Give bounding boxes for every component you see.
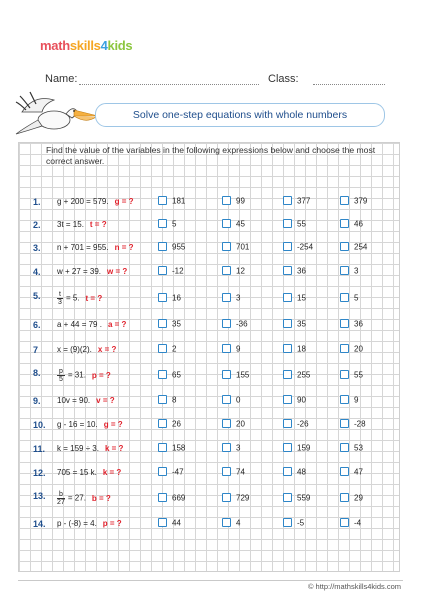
equation-text: = 5. bbox=[65, 293, 80, 303]
question-equation bbox=[57, 220, 107, 229]
question-equation bbox=[57, 197, 134, 206]
answer-value: 254 bbox=[354, 242, 368, 252]
question-row bbox=[0, 467, 421, 481]
answer-value: 44 bbox=[172, 518, 181, 528]
unknown-prompt: b = ? bbox=[91, 493, 111, 503]
answer-option[interactable] bbox=[222, 196, 245, 205]
checkbox-icon[interactable] bbox=[283, 344, 292, 353]
answer-option[interactable] bbox=[283, 319, 306, 328]
question-row bbox=[0, 419, 421, 433]
instructions: Find the value of the variables in the following expressions below and choose the most correct answer. bbox=[46, 145, 376, 166]
answer-value: 559 bbox=[297, 493, 311, 503]
checkbox-icon[interactable] bbox=[340, 467, 349, 476]
answer-value: 729 bbox=[236, 493, 250, 503]
checkbox-icon[interactable] bbox=[340, 319, 349, 328]
answer-option[interactable] bbox=[340, 518, 361, 527]
name-label: Name: bbox=[45, 73, 78, 85]
answer-option[interactable] bbox=[222, 319, 248, 328]
equation-text: g + 200 = 579. bbox=[57, 197, 109, 206]
checkbox-icon[interactable] bbox=[222, 395, 231, 404]
question-number: 14. bbox=[33, 519, 46, 529]
footer-copyright: © http://mathskills4kids.com bbox=[307, 582, 401, 591]
answer-option[interactable] bbox=[283, 493, 310, 502]
checkbox-icon[interactable] bbox=[283, 493, 292, 502]
answer-option[interactable] bbox=[340, 419, 366, 428]
answer-option[interactable] bbox=[158, 493, 185, 502]
answer-option[interactable] bbox=[340, 319, 363, 328]
checkbox-icon[interactable] bbox=[283, 370, 292, 379]
unknown-prompt: p = ? bbox=[102, 519, 122, 528]
unknown-prompt: n = ? bbox=[114, 243, 134, 252]
answer-option[interactable] bbox=[340, 443, 363, 452]
question-row bbox=[0, 367, 421, 381]
question-equation bbox=[57, 420, 123, 429]
answer-option[interactable] bbox=[158, 319, 181, 328]
question-number: 13. bbox=[33, 491, 46, 501]
checkbox-icon[interactable] bbox=[158, 395, 167, 404]
answer-value: 379 bbox=[354, 196, 368, 206]
checkbox-icon[interactable] bbox=[340, 344, 349, 353]
question-equation bbox=[57, 345, 116, 354]
checkbox-icon[interactable] bbox=[158, 419, 167, 428]
answer-value: -254 bbox=[297, 242, 314, 252]
checkbox-icon[interactable] bbox=[222, 266, 231, 275]
answer-option[interactable] bbox=[222, 518, 240, 527]
equation-text: n + 701 = 955. bbox=[57, 243, 109, 252]
question-row bbox=[0, 242, 421, 256]
question-equation bbox=[57, 468, 121, 477]
answer-value: 8 bbox=[172, 395, 177, 405]
fraction-numerator: p bbox=[59, 368, 63, 375]
answer-option[interactable] bbox=[222, 266, 245, 275]
question-number: 5. bbox=[33, 291, 41, 301]
answer-value: 3 bbox=[236, 443, 241, 453]
answer-option[interactable] bbox=[283, 443, 310, 452]
answer-option[interactable] bbox=[283, 467, 306, 476]
question-equation bbox=[57, 491, 111, 506]
checkbox-icon[interactable] bbox=[283, 395, 292, 404]
equation-text: a + 44 = 79 . bbox=[57, 320, 102, 329]
answer-option[interactable] bbox=[222, 395, 240, 404]
answer-option[interactable] bbox=[158, 419, 181, 428]
answer-value: 45 bbox=[236, 219, 245, 229]
checkbox-icon[interactable] bbox=[158, 443, 167, 452]
unknown-prompt: t = ? bbox=[89, 220, 107, 229]
checkbox-icon[interactable] bbox=[222, 196, 231, 205]
unknown-prompt: w = ? bbox=[107, 267, 128, 276]
fraction-denominator: 3 bbox=[58, 299, 62, 306]
fraction bbox=[57, 491, 65, 506]
answer-value: 18 bbox=[297, 344, 306, 354]
answer-value: 74 bbox=[236, 467, 245, 477]
checkbox-icon[interactable] bbox=[283, 443, 292, 452]
question-row bbox=[0, 344, 421, 358]
checkbox-icon[interactable] bbox=[340, 242, 349, 251]
answer-option[interactable] bbox=[283, 293, 306, 302]
answer-option[interactable] bbox=[158, 370, 181, 379]
checkbox-icon[interactable] bbox=[158, 370, 167, 379]
checkbox-icon[interactable] bbox=[340, 370, 349, 379]
question-row bbox=[0, 266, 421, 280]
question-row bbox=[0, 518, 421, 532]
checkbox-icon[interactable] bbox=[222, 419, 231, 428]
question-equation bbox=[57, 444, 123, 453]
answer-value: 4 bbox=[236, 518, 241, 528]
question-row bbox=[0, 395, 421, 409]
answer-option[interactable] bbox=[158, 467, 184, 476]
answer-value: 16 bbox=[172, 293, 181, 303]
answer-option[interactable] bbox=[340, 266, 358, 275]
checkbox-icon[interactable] bbox=[158, 293, 167, 302]
checkbox-icon[interactable] bbox=[222, 242, 231, 251]
answer-value: 2 bbox=[172, 344, 177, 354]
question-number: 10. bbox=[33, 420, 46, 430]
answer-option[interactable] bbox=[222, 493, 249, 502]
answer-value: 47 bbox=[354, 467, 363, 477]
answer-value: -47 bbox=[172, 467, 184, 477]
answer-value: 29 bbox=[354, 493, 363, 503]
checkbox-icon[interactable] bbox=[340, 219, 349, 228]
answer-value: 15 bbox=[297, 293, 306, 303]
answer-value: -36 bbox=[236, 319, 248, 329]
checkbox-icon[interactable] bbox=[340, 266, 349, 275]
checkbox-icon[interactable] bbox=[158, 242, 167, 251]
answer-option[interactable] bbox=[283, 344, 306, 353]
question-number: 3. bbox=[33, 243, 41, 253]
checkbox-icon[interactable] bbox=[222, 443, 231, 452]
unknown-prompt: a = ? bbox=[107, 320, 127, 329]
equation-text: p - (-8) = 4. bbox=[57, 519, 97, 528]
answer-option[interactable] bbox=[158, 266, 184, 275]
unknown-prompt: t = ? bbox=[85, 293, 103, 303]
question-row bbox=[0, 443, 421, 457]
question-number: 6. bbox=[33, 320, 41, 330]
answer-option[interactable] bbox=[158, 196, 185, 205]
checkbox-icon[interactable] bbox=[158, 344, 167, 353]
question-equation bbox=[57, 368, 111, 383]
answer-value: 20 bbox=[236, 419, 245, 429]
checkbox-icon[interactable] bbox=[158, 518, 167, 527]
answer-value: -26 bbox=[297, 419, 309, 429]
answer-value: -28 bbox=[354, 419, 366, 429]
fraction bbox=[57, 368, 65, 383]
answer-value: -12 bbox=[172, 266, 184, 276]
fraction-denominator: 5 bbox=[59, 376, 63, 383]
equation-text: g - 16 = 10. bbox=[57, 420, 98, 429]
answer-option[interactable] bbox=[222, 419, 245, 428]
checkbox-icon[interactable] bbox=[222, 518, 231, 527]
answer-option[interactable] bbox=[283, 219, 306, 228]
question-number: 9. bbox=[33, 396, 41, 406]
checkbox-icon[interactable] bbox=[222, 219, 231, 228]
checkbox-icon[interactable] bbox=[158, 467, 167, 476]
checkbox-icon[interactable] bbox=[222, 467, 231, 476]
question-row bbox=[0, 290, 421, 304]
checkbox-icon[interactable] bbox=[283, 467, 292, 476]
answer-option[interactable] bbox=[222, 242, 249, 251]
checkbox-icon[interactable] bbox=[222, 370, 231, 379]
checkbox-icon[interactable] bbox=[340, 293, 349, 302]
answer-option[interactable] bbox=[222, 467, 245, 476]
equation-text: = 27. bbox=[67, 493, 86, 503]
answer-value: 26 bbox=[172, 419, 181, 429]
answer-value: 255 bbox=[297, 370, 311, 380]
answer-option[interactable] bbox=[340, 467, 363, 476]
question-equation bbox=[57, 320, 126, 329]
checkbox-icon[interactable] bbox=[340, 196, 349, 205]
fraction-numerator: b bbox=[59, 491, 63, 498]
checkbox-icon[interactable] bbox=[340, 419, 349, 428]
answer-option[interactable] bbox=[283, 266, 306, 275]
answer-option[interactable] bbox=[222, 219, 245, 228]
answer-option[interactable] bbox=[158, 242, 185, 251]
equation-text: 705 = 15 k. bbox=[57, 468, 97, 477]
answer-value: 36 bbox=[354, 319, 363, 329]
fraction-denominator: 27 bbox=[57, 499, 65, 506]
unknown-prompt: k = ? bbox=[104, 444, 124, 453]
checkbox-icon[interactable] bbox=[283, 419, 292, 428]
name-field[interactable] bbox=[79, 83, 259, 85]
answer-value: 35 bbox=[297, 319, 306, 329]
answer-option[interactable] bbox=[340, 219, 363, 228]
checkbox-icon[interactable] bbox=[340, 443, 349, 452]
checkbox-icon[interactable] bbox=[158, 493, 167, 502]
answer-value: 181 bbox=[172, 196, 186, 206]
answer-value: 5 bbox=[354, 293, 359, 303]
checkbox-icon[interactable] bbox=[283, 242, 292, 251]
answer-option[interactable] bbox=[222, 443, 240, 452]
question-number: 11. bbox=[33, 444, 46, 454]
equation-text: k = 159 ÷ 3. bbox=[57, 444, 99, 453]
answer-value: 9 bbox=[354, 395, 359, 405]
logo: mathskills4kids bbox=[40, 38, 133, 53]
question-number: 1. bbox=[33, 197, 41, 207]
answer-value: 99 bbox=[236, 196, 245, 206]
question-equation bbox=[57, 291, 102, 306]
answer-value: 20 bbox=[354, 344, 363, 354]
answer-value: 377 bbox=[297, 196, 311, 206]
answer-option[interactable] bbox=[340, 370, 363, 379]
checkbox-icon[interactable] bbox=[283, 518, 292, 527]
question-equation bbox=[57, 396, 115, 405]
answer-value: 0 bbox=[236, 395, 241, 405]
checkbox-icon[interactable] bbox=[222, 344, 231, 353]
question-number: 8. bbox=[33, 368, 41, 378]
unknown-prompt: k = ? bbox=[102, 468, 122, 477]
pelican-icon bbox=[14, 90, 100, 140]
answer-option[interactable] bbox=[158, 219, 176, 228]
checkbox-icon[interactable] bbox=[158, 196, 167, 205]
equation-text: 10v = 90. bbox=[57, 396, 91, 405]
answer-option[interactable] bbox=[340, 196, 367, 205]
checkbox-icon[interactable] bbox=[283, 266, 292, 275]
class-label: Class: bbox=[268, 73, 299, 85]
checkbox-icon[interactable] bbox=[222, 319, 231, 328]
answer-option[interactable] bbox=[340, 395, 358, 404]
answer-value: 669 bbox=[172, 493, 186, 503]
answer-value: 3 bbox=[236, 293, 241, 303]
question-number: 7 bbox=[33, 345, 39, 355]
answer-option[interactable] bbox=[283, 242, 313, 251]
answer-value: -5 bbox=[297, 518, 305, 528]
checkbox-icon[interactable] bbox=[283, 196, 292, 205]
answer-value: 3 bbox=[354, 266, 359, 276]
answer-option[interactable] bbox=[340, 293, 358, 302]
answer-value: 158 bbox=[172, 443, 186, 453]
fraction-numerator: t bbox=[59, 291, 61, 298]
answer-option[interactable] bbox=[222, 293, 240, 302]
question-equation bbox=[57, 267, 127, 276]
checkbox-icon[interactable] bbox=[222, 493, 231, 502]
answer-value: 701 bbox=[236, 242, 250, 252]
answer-value: 36 bbox=[297, 266, 306, 276]
answer-option[interactable] bbox=[283, 370, 310, 379]
answer-value: 90 bbox=[297, 395, 306, 405]
unknown-prompt: v = ? bbox=[96, 396, 115, 405]
worksheet-title: Solve one-step equations with whole numbers bbox=[95, 103, 385, 127]
checkbox-icon[interactable] bbox=[158, 266, 167, 275]
equation-text: = 31. bbox=[67, 370, 86, 380]
answer-value: 155 bbox=[236, 370, 250, 380]
answer-value: 159 bbox=[297, 443, 311, 453]
checkbox-icon[interactable] bbox=[340, 518, 349, 527]
answer-value: 65 bbox=[172, 370, 181, 380]
unknown-prompt: g = ? bbox=[114, 197, 134, 206]
answer-option[interactable] bbox=[222, 370, 249, 379]
checkbox-icon[interactable] bbox=[283, 219, 292, 228]
answer-option[interactable] bbox=[340, 242, 367, 251]
answer-option[interactable] bbox=[158, 443, 185, 452]
checkbox-icon[interactable] bbox=[340, 395, 349, 404]
answer-value: 48 bbox=[297, 467, 306, 477]
unknown-prompt: p = ? bbox=[91, 370, 111, 380]
unknown-prompt: g = ? bbox=[103, 420, 123, 429]
answer-value: 12 bbox=[236, 266, 245, 276]
unknown-prompt: x = ? bbox=[97, 345, 117, 354]
answer-option[interactable] bbox=[158, 344, 176, 353]
answer-option[interactable] bbox=[158, 293, 181, 302]
answer-value: 955 bbox=[172, 242, 186, 252]
answer-value: 55 bbox=[354, 370, 363, 380]
answer-value: 55 bbox=[297, 219, 306, 229]
fraction bbox=[57, 291, 63, 306]
checkbox-icon[interactable] bbox=[158, 219, 167, 228]
equation-text: w + 27 = 39. bbox=[57, 267, 102, 276]
question-equation bbox=[57, 243, 134, 252]
answer-option[interactable] bbox=[283, 518, 304, 527]
question-number: 12. bbox=[33, 468, 46, 478]
question-row bbox=[0, 490, 421, 504]
answer-option[interactable] bbox=[222, 344, 240, 353]
answer-value: 35 bbox=[172, 319, 181, 329]
checkbox-icon[interactable] bbox=[283, 293, 292, 302]
answer-option[interactable] bbox=[283, 395, 306, 404]
question-equation bbox=[57, 519, 122, 528]
question-row bbox=[0, 196, 421, 210]
checkbox-icon[interactable] bbox=[340, 493, 349, 502]
question-row bbox=[0, 219, 421, 233]
footer-divider bbox=[18, 580, 403, 581]
equation-text: 3t = 15. bbox=[57, 220, 84, 229]
answer-value: 9 bbox=[236, 344, 241, 354]
question-number: 2. bbox=[33, 220, 41, 230]
answer-value: 53 bbox=[354, 443, 363, 453]
answer-option[interactable] bbox=[158, 395, 176, 404]
checkbox-icon[interactable] bbox=[222, 293, 231, 302]
answer-option[interactable] bbox=[283, 419, 309, 428]
answer-value: -4 bbox=[354, 518, 362, 528]
checkbox-icon[interactable] bbox=[158, 319, 167, 328]
answer-option[interactable] bbox=[340, 344, 363, 353]
question-number: 4. bbox=[33, 267, 41, 277]
answer-value: 5 bbox=[172, 219, 177, 229]
checkbox-icon[interactable] bbox=[283, 319, 292, 328]
answer-value: 46 bbox=[354, 219, 363, 229]
class-field[interactable] bbox=[313, 83, 385, 85]
answer-option[interactable] bbox=[158, 518, 181, 527]
equation-text: x = (9)(2). bbox=[57, 345, 92, 354]
question-row bbox=[0, 319, 421, 333]
answer-option[interactable] bbox=[283, 196, 310, 205]
answer-option[interactable] bbox=[340, 493, 363, 502]
